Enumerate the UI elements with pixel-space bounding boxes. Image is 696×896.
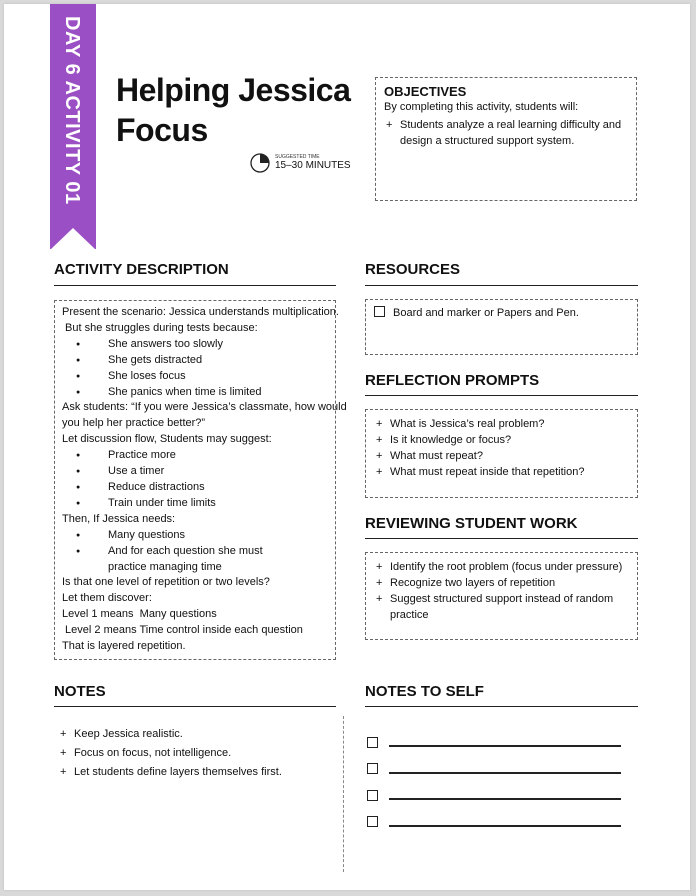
activity-bullet: ● Practice more (62, 448, 328, 464)
reflection-item: + What must repeat inside that repetition? (374, 464, 629, 480)
activity-description-box (54, 300, 347, 660)
write-line[interactable] (389, 790, 621, 800)
activity-divider (54, 285, 336, 286)
review-item: + Identify the root problem (focus under pressure) (374, 559, 629, 575)
notes-to-self-list (367, 729, 621, 835)
activity-bullet: ● Use a timer (62, 464, 328, 480)
notes-to-self-row (367, 809, 621, 836)
activity-line: That is layered repetition. (62, 640, 186, 653)
resources-box (365, 299, 638, 355)
reflection-divider (365, 395, 638, 396)
reflection-box (365, 409, 638, 498)
notes-heading: NOTES (54, 683, 106, 700)
notes-to-self-heading: NOTES TO SELF (365, 683, 484, 700)
write-line[interactable] (389, 737, 621, 747)
reflection-heading: REFLECTION PROMPTS (365, 372, 540, 389)
activity-line: Let them discover: (62, 592, 152, 605)
notes-column-divider (343, 716, 344, 872)
write-line[interactable] (389, 817, 621, 827)
notes-item: + Let students define layers themselves first. (58, 763, 282, 782)
activity-line: Present the scenario: Jessica understands multiplication. (62, 306, 339, 318)
review-heading: REVIEWING STUDENT WORK (365, 515, 578, 532)
activity-line: Let discussion flow, Students may suggest: (62, 433, 272, 446)
activity-line: Ask students: “If you were Jessica’s classmate, how would (62, 401, 347, 414)
reflection-item: + Is it knowledge or focus? (374, 432, 629, 448)
title-line-1: Helping Jessica (116, 72, 351, 108)
activity-line: Then, If Jessica needs: (62, 512, 176, 525)
objectives-intro: By completing this activity, students will: (384, 101, 579, 113)
reflection-item: + What must repeat? (374, 448, 629, 464)
checkbox-icon[interactable] (367, 737, 378, 748)
review-item: + Recognize two layers of repetition (374, 575, 629, 591)
notes-divider (54, 706, 336, 707)
activity-line: Level 2 means Time control inside each question (62, 624, 303, 637)
reflection-item: + What is Jessica’s real problem? (374, 416, 629, 432)
page-title (116, 70, 350, 150)
activity-line: Level 1 means Many questions (62, 608, 217, 621)
objective-item: + Students analyze a real learning difficulty and design a structured support system. (384, 117, 628, 149)
review-item: + Suggest structured support instead of random practice (374, 591, 629, 623)
review-divider (365, 538, 638, 539)
checkbox-icon[interactable] (367, 790, 378, 801)
resource-item (374, 306, 629, 319)
notes-item: + Keep Jessica realistic. (58, 725, 282, 744)
activity-bullet: ● She loses focus (62, 369, 328, 385)
suggested-time-label: SUGGESTED TIME (275, 154, 320, 160)
notes-to-self-divider (365, 706, 638, 707)
notes-to-self-row (367, 756, 621, 783)
activity-line: you help her practice better?” (62, 417, 206, 430)
suggested-time (250, 153, 351, 173)
resources-divider (365, 285, 638, 286)
activity-line: Is that one level of repetition or two levels? (62, 576, 270, 589)
timer-icon (250, 153, 270, 173)
notes-to-self-row (367, 729, 621, 756)
suggested-time-value: 15–30 MINUTES (275, 160, 351, 171)
activity-line: But she struggles during tests because: (62, 321, 258, 334)
resources-heading: RESOURCES (365, 261, 461, 278)
objectives-heading: OBJECTIVES (384, 84, 467, 99)
title-line-2: Focus (116, 112, 208, 148)
ribbon-label: DAY 6 ACTIVITY 01 (61, 16, 83, 205)
activity-bullet: ● Reduce distractions (62, 480, 328, 496)
checkbox-icon[interactable] (367, 816, 378, 827)
activity-bullet: ● Many questions (62, 528, 328, 544)
notes-to-self-row (367, 782, 621, 809)
notes-list (58, 725, 282, 782)
activity-heading: ACTIVITY DESCRIPTION (54, 261, 229, 278)
checkbox-icon (374, 306, 385, 317)
activity-bullet: ● Train under time limits (62, 496, 328, 512)
notes-item: + Focus on focus, not intelligence. (58, 744, 282, 763)
activity-bullet: ● She panics when time is limited (62, 385, 328, 401)
objectives-box (375, 77, 637, 201)
checkbox-icon[interactable] (367, 763, 378, 774)
activity-bullet: ● And for each question she must practice managing time (62, 544, 288, 576)
write-line[interactable] (389, 764, 621, 774)
resource-label: Board and marker or Papers and Pen. (393, 307, 579, 319)
review-box (365, 552, 638, 640)
activity-bullet: ● She answers too slowly (62, 337, 328, 353)
activity-bullet: ● She gets distracted (62, 353, 328, 369)
